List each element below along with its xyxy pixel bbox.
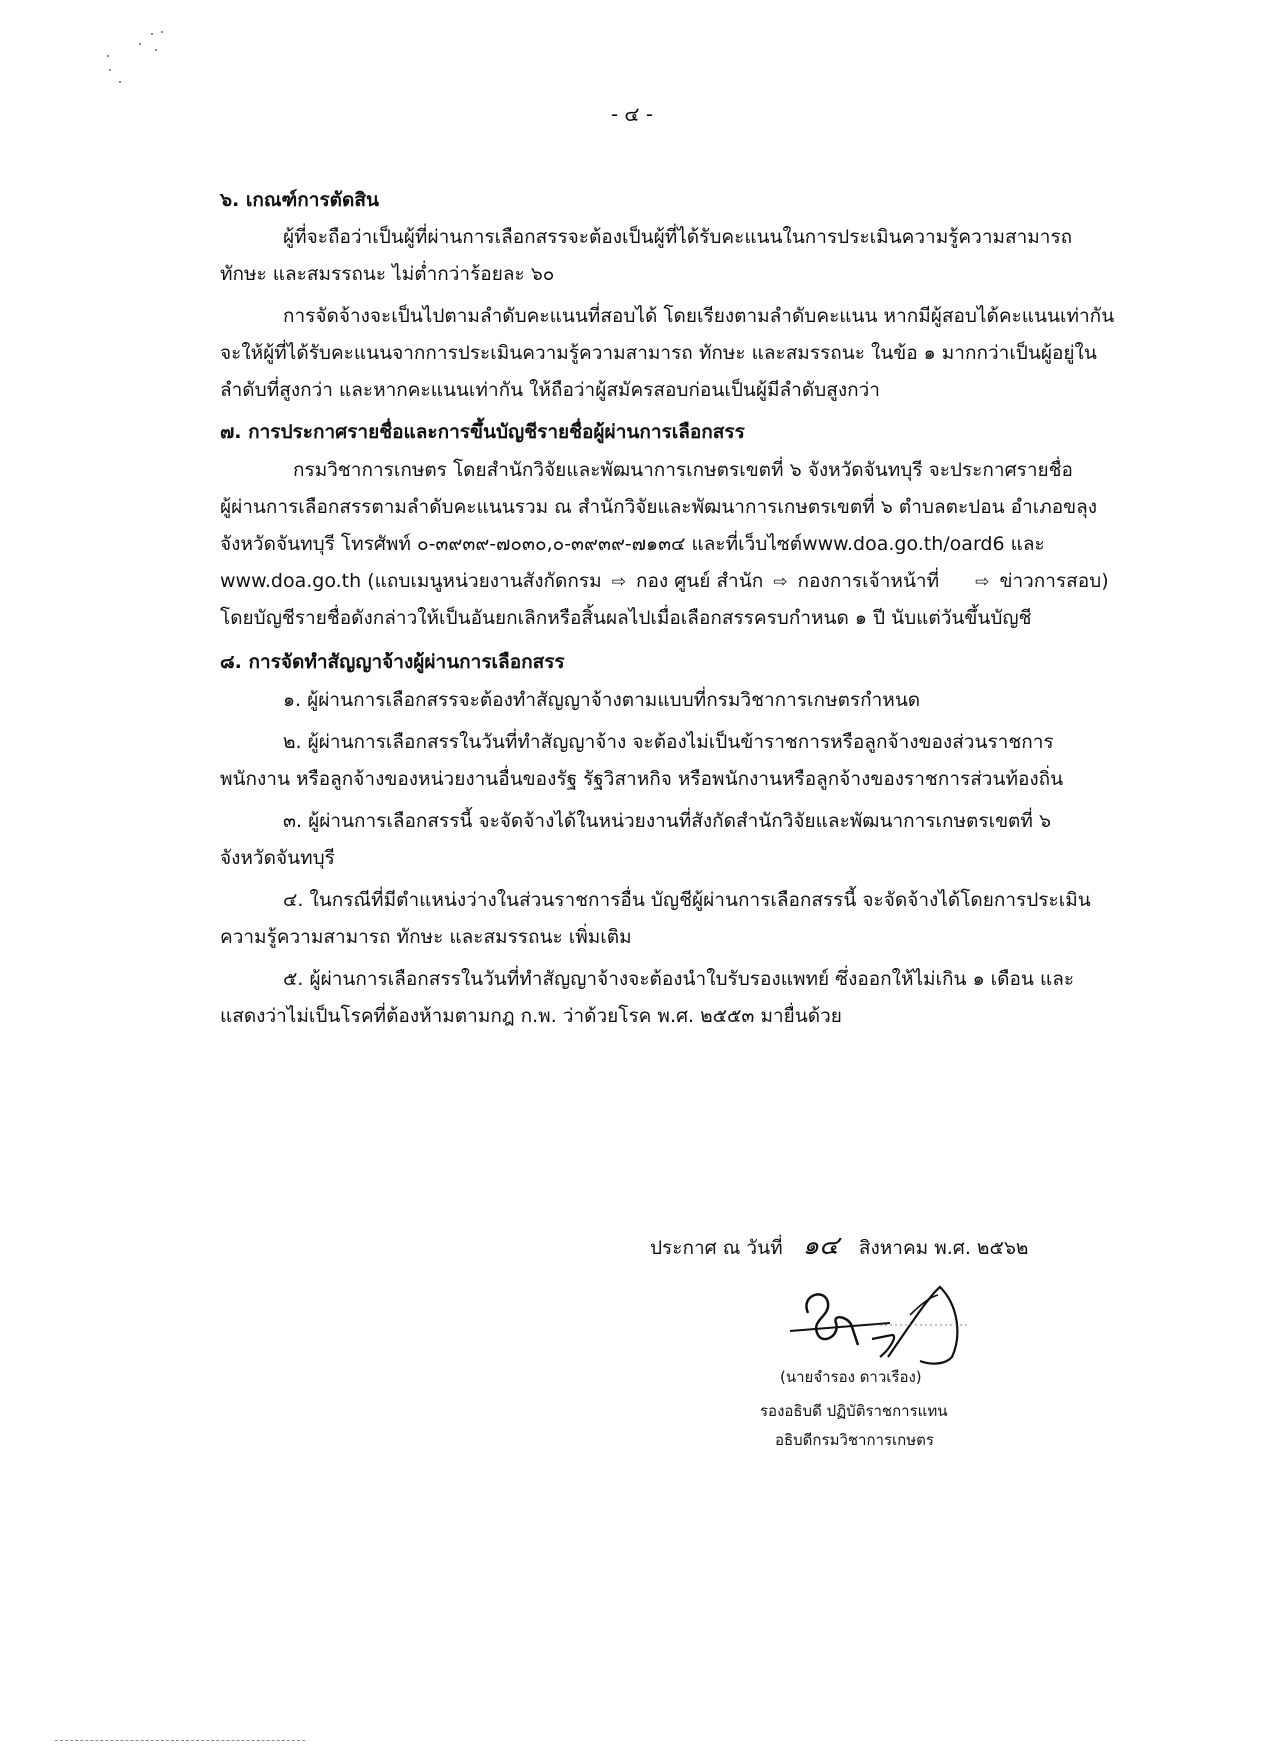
section-8-item2-line1: ๒. ผู้ผ่านการเลือกสรรในวันที่ทำสัญญาจ้าง จะต้องไม่เป็นข้าราชการหรือลูกจ้างของส่วนราชการ [283,731,1054,753]
announcement-date [650,1225,1028,1266]
section-8-item5-line1: ๕. ผู้ผ่านการเลือกสรรในวันที่ทำสัญญาจ้างจะต้องนำใบรับรองแพทย์ ซึ่งออกให้ไม่เกิน ๑ เดือน และ [283,968,1075,990]
section-8-item2-line2: พนักงาน หรือลูกจ้างของหน่วยงานอื่นของรัฐ รัฐวิสาหกิจ หรือพนักงานหรือลูกจ้างของราชการส่วนท้องถิ่น [220,768,1064,790]
scan-specks [100,20,180,94]
announcement-prefix: ประกาศ ณ วันที่ [650,1237,783,1259]
signature-image [780,1265,980,1375]
signer-position-1: รองอธิบดี ปฏิบัติราชการแทน [760,1402,948,1420]
section-6-heading: ๖. เกณฑ์การตัดสิน [220,189,379,211]
section-8-item1: ๑. ผู้ผ่านการเลือกสรรจะต้องทำสัญญาจ้างตามแบบที่กรมวิชาการเกษตรกำหนด [283,689,921,711]
section-7-line4 [220,566,1109,596]
section-8-item5-line2: แสดงว่าไม่เป็นโรคที่ต้องห้ามตามกฎ ก.พ. ว่าด้วยโรค พ.ศ. ๒๕๕๓ มายื่นด้วย [220,1005,842,1027]
section-7-line4-b: กอง ศูนย์ สำนัก [635,570,764,592]
bottom-scan-artifact [55,1740,305,1741]
signer-position-2: อธิบดีกรมวิชาการเกษตร [775,1431,934,1449]
section-8-item3-line1: ๓. ผู้ผ่านการเลือกสรรนี้ จะจัดจ้างได้ในหน่วยงานที่สังกัดสำนักวิจัยและพัฒนาการเกษตรเขตที่ ๖ [283,810,1052,832]
section-7-line4-d: ข่าวการสอบ) [999,570,1109,592]
arrow-right-icon: ⇨ [611,572,626,592]
section-7-line4-a: www.doa.go.th (แถบเมนูหน่วยงานสังกัดกรม [220,570,602,592]
section-8-item3-line2: จังหวัดจันทบุรี [220,847,335,869]
section-8-item4-line2: ความรู้ความสามารถ ทักษะ และสมรรถนะ เพิ่มเติม [220,926,632,948]
section-7-line5: โดยบัญชีรายชื่อดังกล่าวให้เป็นอันยกเลิกหรือสิ้นผลไปเมื่อเลือกสรรครบกำหนด ๑ ปี นับแต่วันขึ้นบัญชี [220,607,1032,629]
signer-name: (นายจำรอง ดาวเรือง) [780,1368,922,1386]
arrow-right-icon: ⇨ [773,572,788,592]
section-6-p2-line2: จะให้ผู้ที่ได้รับคะแนนจากการประเมินความรู้ความสามารถ ทักษะ และสมรรถนะ ในข้อ ๑ มากกว่าเป็นผู้อยู่ใน [220,342,1097,364]
section-8-item4-line1: ๔. ในกรณีที่มีตำแหน่งว่างในส่วนราชการอื่น บัญชีผู้ผ่านการเลือกสรรนี้ จะจัดจ้างได้โดยการประเมิน [283,889,1091,911]
section-6-p1-line2: ทักษะ และสมรรถนะ ไม่ต่ำกว่าร้อยละ ๖๐ [220,263,555,285]
section-7-heading: ๗. การประกาศรายชื่อและการขึ้นบัญชีรายชื่อผู้ผ่านการเลือกสรร [220,421,745,443]
section-7-line2: ผู้ผ่านการเลือกสรรตามลำดับคะแนนรวม ณ สำนักวิจัยและพัฒนาการเกษตรเขตที่ ๖ ตำบลตะปอน อำเภอขลุง [220,496,1098,518]
section-7-line4-c: กองการเจ้าหน้าที่ [797,570,940,592]
announcement-day: ๑๔ [802,1231,839,1261]
section-6-p2-line1: การจัดจ้างจะเป็นไปตามลำดับคะแนนที่สอบได้ โดยเรียงตามลำดับคะแนน หากมีผู้สอบได้คะแนนเท่ากัน [283,305,1115,327]
section-7-line1: กรมวิชาการเกษตร โดยสำนักวิจัยและพัฒนาการเกษตรเขตที่ ๖ จังหวัดจันทบุรี จะประกาศรายชื่อ [293,459,1073,481]
section-7-line3: จังหวัดจันทบุรี โทรศัพท์ ๐-๓๙๓๙-๗๐๓๐,๐-๓๙๓๙-๗๑๓๔ และที่เว็บไซต์www.doa.go.th/oard6 และ [220,533,1045,555]
section-8-heading: ๘. การจัดทำสัญญาจ้างผู้ผ่านการเลือกสรร [220,651,565,673]
announcement-month-year: สิงหาคม พ.ศ. ๒๕๖๒ [858,1237,1029,1259]
section-6-p1-line1: ผู้ที่จะถือว่าเป็นผู้ที่ผ่านการเลือกสรรจะต้องเป็นผู้ที่ได้รับคะแนนในการประเมินความรู้ความสามารถ [283,226,1073,248]
arrow-right-icon: ⇨ [975,572,990,592]
section-6-p2-line3: ลำดับที่สูงกว่า และหากคะแนนเท่ากัน ให้ถือว่าผู้สมัครสอบก่อนเป็นผู้มีลำดับสูงกว่า [220,379,880,401]
page-number: - ๔ - [610,102,654,126]
